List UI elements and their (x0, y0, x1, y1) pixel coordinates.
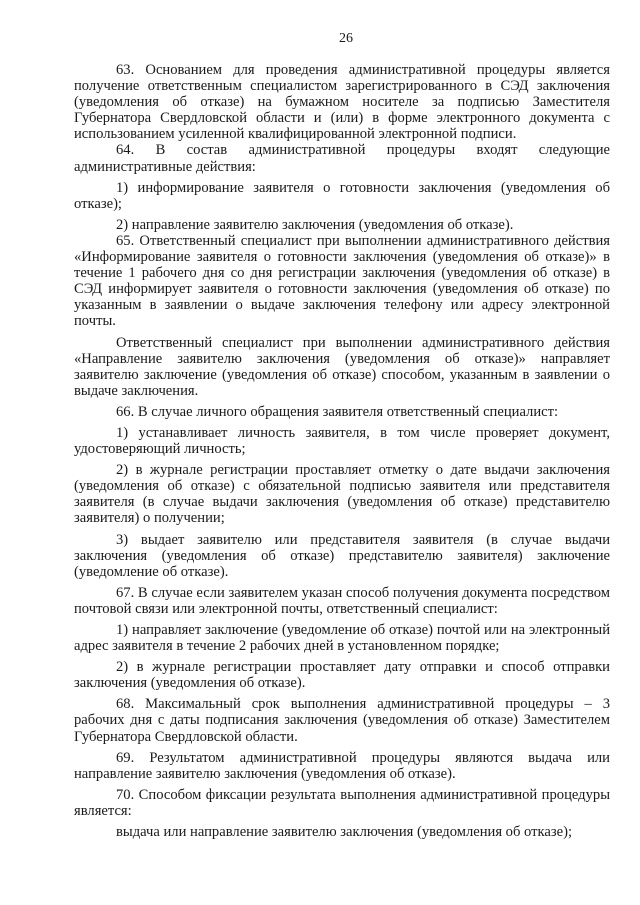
paragraph-70: 70. Способом фиксации результата выполнения административной процедуры является: (74, 786, 610, 819)
paragraph-65: 65. Ответственный специалист при выполнении административного действия «Информирование заявителя о готовности заключения (уведомления об отказе)» в течение 1 рабочего дня со дня регистрации заключения (уведомления об отказе) в СЭД информирует заявителя о готовности заключения (уведомления об отказе) по указанным в заявлении о выдаче заключения телефону или адресу электронной почты. (74, 232, 610, 330)
paragraph-68: 68. Максимальный срок выполнения административной процедуры – 3 рабочих дня с даты подписания заключения (уведомления об отказе) Заместителем Губернатора Свердловской области. (74, 696, 610, 745)
paragraph-64-item-1: 1) информирование заявителя о готовности заключения (уведомления об отказе); (74, 179, 610, 212)
paragraph-63: 63. Основанием для проведения административной процедуры является получение ответственным специалистом зарегистрированного в СЭД заключения (уведомления об отказе) на бумажном носителе за подписью Заместителя Губернатора Свердловской области и (или) в форме электронного документа с использованием усиленной квалифицированной электронной подписи. (74, 62, 610, 143)
paragraph-64-item-2: 2) направление заявителю заключения (уведомления об отказе). (116, 216, 514, 233)
paragraph-66-item-2: 2) в журнале регистрации проставляет отметку о дате выдачи заключения (уведомления об отказе) с обязательной подписью заявителя или представителя заявителя (в случае выдачи заключения (уведомления об отказе) представителю заявителя) о получении; (74, 462, 610, 527)
paragraph-67: 67. В случае если заявителем указан способ получения документа посредством почтовой связи или электронной почты, ответственный специалист: (74, 584, 610, 617)
paragraph-69: 69. Результатом административной процедуры являются выдача или направление заявителю заключения (уведомления об отказе). (74, 749, 610, 782)
paragraph-66-item-1: 1) устанавливает личность заявителя, в том числе проверяет документ, удостоверяющий личность; (74, 424, 610, 458)
paragraph-66: 66. В случае личного обращения заявителя ответственный специалист: (116, 403, 559, 420)
document-page (74, 30, 610, 840)
page-number: 26 (339, 31, 353, 46)
paragraph-70-item: выдача или направление заявителю заключения (уведомления об отказе); (116, 824, 573, 841)
paragraph-67-item-2: 2) в журнале регистрации проставляет дату отправки и способ отправки заключения (уведомления об отказе). (74, 659, 610, 692)
paragraph-67-item-1: 1) направляет заключение (уведомление об отказе) почтой или на электронный адрес заявителя в течение 2 рабочих дней в установленном порядке; (74, 622, 610, 655)
paragraph-64: 64. В состав административной процедуры входят следующие административные действия: (74, 142, 610, 175)
paragraph-66-item-3: 3) выдает заявителю или представителя заявителя (в случае выдачи заключения (уведомления об отказе) представителю заявителя) заключение (уведомление об отказе). (74, 531, 610, 580)
paragraph-65-continued: Ответственный специалист при выполнении административного действия «Направление заявителю заключения (уведомления об отказе)» направляет заявителю заключение (уведомления об отказе) способом, указанным в заявлении о выдаче заключения. (74, 334, 610, 399)
